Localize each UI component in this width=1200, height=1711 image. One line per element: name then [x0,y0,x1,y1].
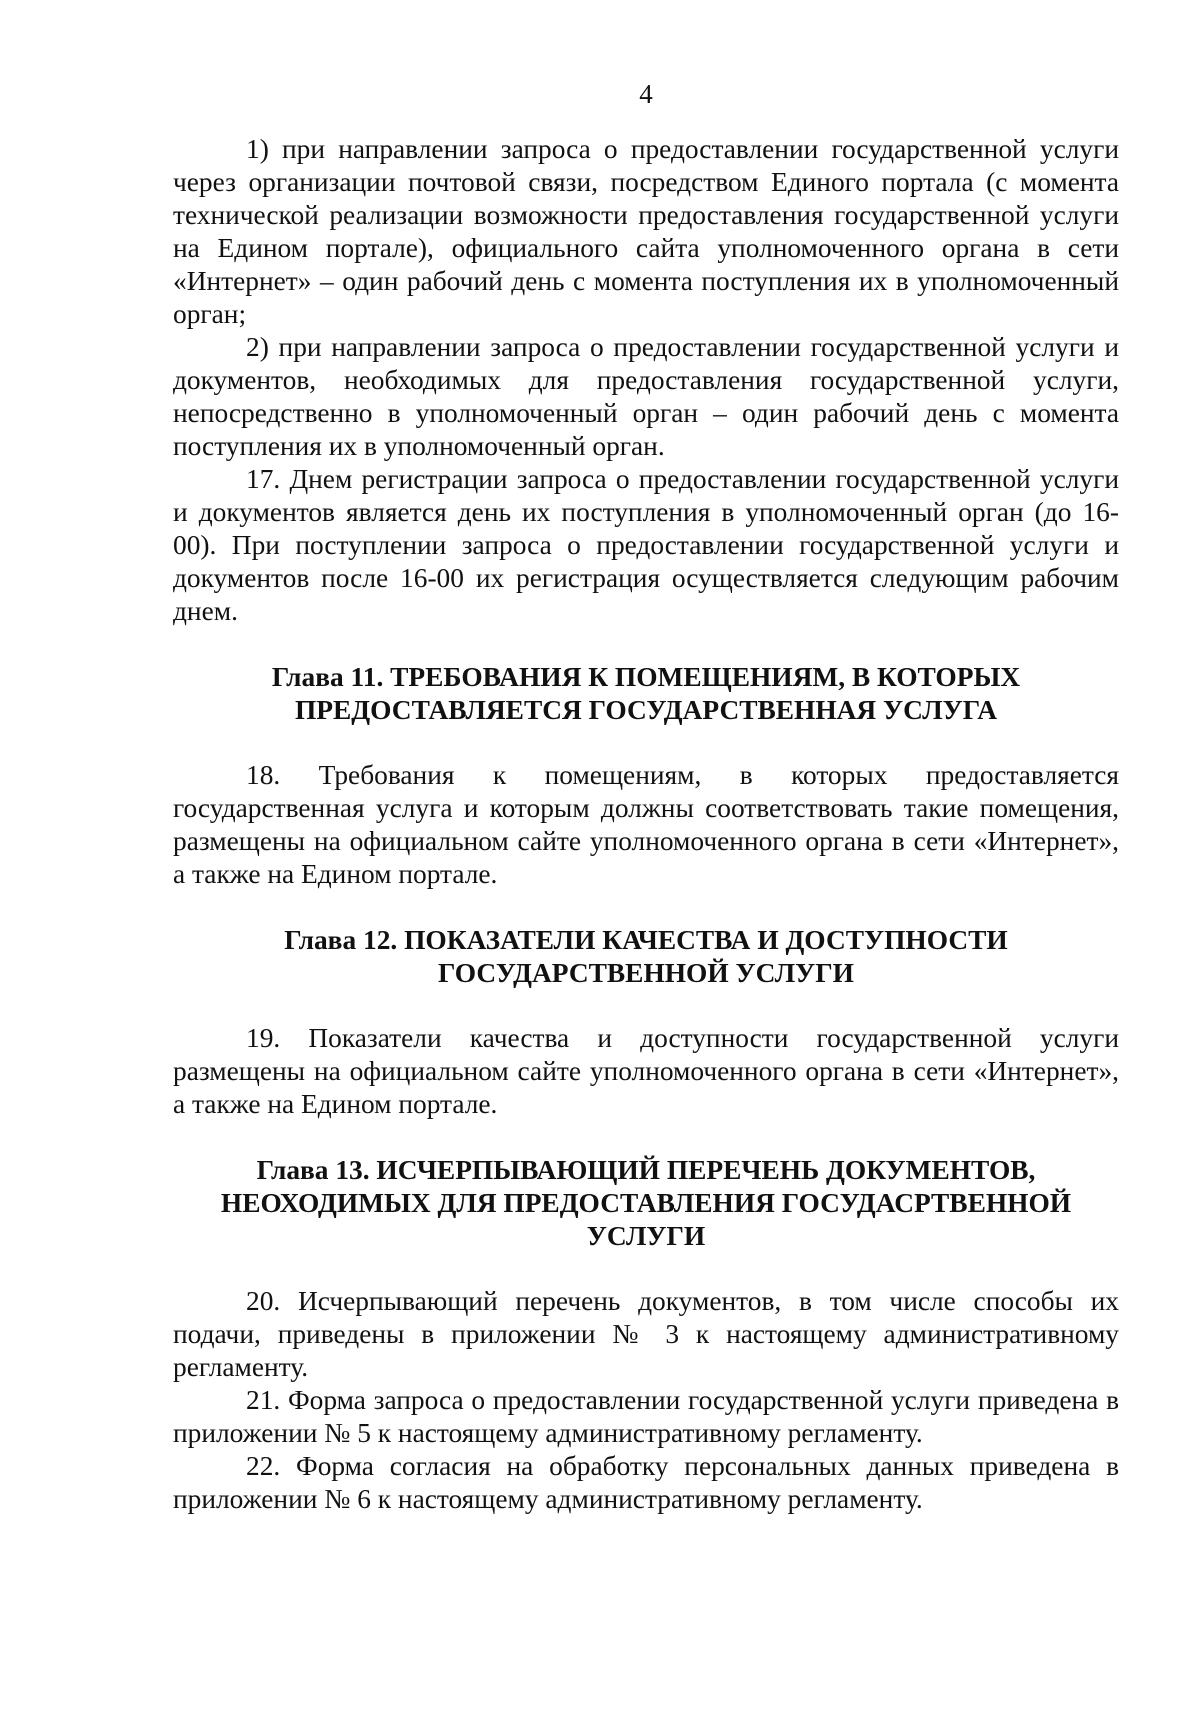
spacer [173,990,1119,1022]
paragraph-19: 19. Показатели качества и доступности государственной услуги размещены на официальном сайте уполномоченного органа в сети «Интернет», а также на Едином портале. [173,1023,1119,1119]
chapter-12-heading-line-1: Глава 12. ПОКАЗАТЕЛИ КАЧЕСТВА И ДОСТУПНОСТИ [284,925,1008,955]
chapter-11-heading-line-1: Глава 11. ТРЕБОВАНИЯ К ПОМЕЩЕНИЯМ, В КОТОРЫХ [271,662,1021,692]
spacer [173,891,1119,924]
paragraph-21: 21. Форма запроса о предоставлении государственной услуги приведена в приложении № 5 к настоящему административному регламенту. [173,1385,1119,1448]
page-number: 4 [639,79,653,109]
spacer [173,1253,1119,1285]
chapter-11-heading [173,661,1119,727]
paragraph-item-2: 2) при направлении запроса о предоставлении государственной услуги и документов, необходимых для предоставления государственной услуги, непосредственно в уполномоченный орган – один рабочий день с момента поступления их в уполномоченный орган. [173,332,1119,461]
paragraph-item-1: 1) при направлении запроса о предоставлении государственной услуги через организации почтовой связи, посредством Единого портала (с момента технической реализации возможности предоставления государственной услуги на Едином портале), официального сайта уполномоченного органа в сети «Интернет» – один рабочий день с момента поступления их в уполномоченный орган; [173,134,1119,329]
spacer [173,727,1119,759]
paragraph-17: 17. Днем регистрации запроса о предоставлении государственной услуги и документов является день их поступления в уполномоченный орган (до 16-00). При поступлении запроса о предоставлении государственной услуги и документов после 16-00 их регистрация осуществляется следующим рабочим днем. [173,464,1119,626]
spacer [173,1121,1119,1154]
chapter-12-heading-line-2: ГОСУДАРСТВЕННОЙ УСЛУГИ [438,958,854,988]
paragraph-20: 20. Исчерпывающий перечень документов, в том числе способы их подачи, приведены в приложении № 3 к настоящему административному регламенту. [173,1286,1119,1382]
document-body [173,133,1119,1516]
chapter-11-heading-line-2: ПРЕДОСТАВЛЯЕТСЯ ГОСУДАРСТВЕННАЯ УСЛУГА [295,695,997,725]
chapter-13-heading-line-1: Глава 13. ИСЧЕРПЫВАЮЩИЙ ПЕРЕЧЕНЬ ДОКУМЕНТОВ, [256,1155,1036,1185]
paragraph-18: 18. Требования к помещениям, в которых предоставляется государственная услуга и которым должны соответствовать такие помещения, размещены на официальном сайте уполномоченного органа в сети «Интернет», а также на Едином портале. [173,760,1119,889]
chapter-13-heading-line-3: УСЛУГИ [586,1221,706,1251]
chapter-12-heading [173,924,1119,990]
spacer [173,628,1119,661]
chapter-13-heading [173,1154,1119,1253]
chapter-13-heading-line-2: НЕОХОДИМЫХ ДЛЯ ПРЕДОСТАВЛЕНИЯ ГОСУДАСРТВЕННОЙ [220,1188,1072,1218]
paragraph-22: 22. Форма согласия на обработку персональных данных приведена в приложении № 6 к настоящему административному регламенту. [173,1451,1119,1514]
